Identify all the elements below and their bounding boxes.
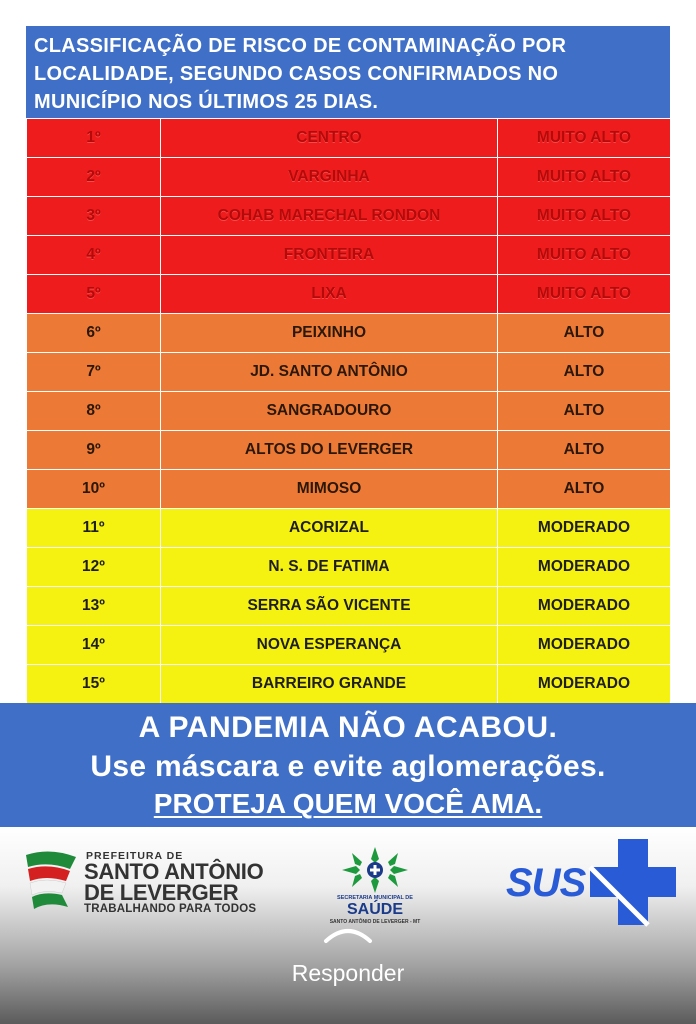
sus-logo-text: SUS [506,861,586,905]
place-cell: JD. SANTO ANTÔNIO [161,353,498,392]
rank-cell: 13º [27,587,161,626]
rank-cell: 12º [27,548,161,587]
table-row [27,314,671,353]
rank-cell: 8º [27,392,161,431]
rank-cell: 14º [27,626,161,665]
risk-level-cell: MODERADO [498,587,671,626]
prefeitura-slogan: TRABALHANDO PARA TODOS [84,903,257,915]
place-cell: N. S. DE FATIMA [161,548,498,587]
risk-level-cell: MODERADO [498,548,671,587]
rank-cell: 6º [27,314,161,353]
table-row [27,431,671,470]
table-row [27,548,671,587]
footer-logos [0,827,696,1024]
risk-level-cell: MUITO ALTO [498,119,671,158]
place-cell: PEIXINHO [161,314,498,353]
table-row [27,119,671,158]
place-cell: FRONTEIRA [161,236,498,275]
table-row [27,587,671,626]
risk-level-cell: MUITO ALTO [498,275,671,314]
risk-level-cell: MUITO ALTO [498,197,671,236]
place-cell: SERRA SÃO VICENTE [161,587,498,626]
place-cell: LIXA [161,275,498,314]
table-row [27,353,671,392]
poster-title: CLASSIFICAÇÃO DE RISCO DE CONTAMINAÇÃO POR LOCALIDADE, SEGUNDO CASOS CONFIRMADOS NO MUNICÍPIO NOS ÚLTIMOS 25 DIAS. [26,26,670,118]
table-row [27,236,671,275]
prefeitura-name-line-1: SANTO ANTÔNIO [84,859,264,884]
prefeitura-label: PREFEITURA DE [86,850,184,862]
table-row [27,392,671,431]
risk-level-cell: ALTO [498,470,671,509]
table-row [27,665,671,704]
place-cell: ALTOS DO LEVERGER [161,431,498,470]
rank-cell: 3º [27,197,161,236]
risk-level-cell: ALTO [498,431,671,470]
rank-cell: 2º [27,158,161,197]
rank-cell: 7º [27,353,161,392]
banner-line-1: A PANDEMIA NÃO ACABOU. [138,711,558,744]
rank-cell: 1º [27,119,161,158]
rank-cell: 4º [27,236,161,275]
risk-table [26,118,671,704]
rank-cell: 9º [27,431,161,470]
rank-cell: 11º [27,509,161,548]
place-cell: SANGRADOURO [161,392,498,431]
table-row [27,197,671,236]
banner-line-2: Use máscara e evite aglomerações. [90,750,606,783]
rank-cell: 5º [27,275,161,314]
pandemic-banner [0,703,696,827]
place-cell: BARREIRO GRANDE [161,665,498,704]
risk-level-cell: ALTO [498,392,671,431]
place-cell: VARGINHA [161,158,498,197]
saude-subtitle: SANTO ANTÔNIO DE LEVERGER - MT [329,919,421,925]
place-cell: CENTRO [161,119,498,158]
rank-cell: 10º [27,470,161,509]
risk-level-cell: MUITO ALTO [498,158,671,197]
place-cell: MIMOSO [161,470,498,509]
saude-label: SECRETARIA MUNICIPAL DE [337,895,413,901]
risk-level-cell: MODERADO [498,509,671,548]
table-row [27,158,671,197]
banner-line-3: PROTEJA QUEM VOCÊ AMA. [153,788,543,819]
table-row [27,275,671,314]
risk-level-cell: ALTO [498,353,671,392]
table-row [27,509,671,548]
saude-emblem-icon [338,845,412,895]
table-row [27,626,671,665]
reply-button[interactable]: Responder [291,960,405,986]
table-row [27,470,671,509]
chevron-up-icon[interactable] [322,923,374,945]
risk-level-cell: ALTO [498,314,671,353]
prefeitura-flag-logo-icon [22,847,82,911]
place-cell: ACORIZAL [161,509,498,548]
place-cell: NOVA ESPERANÇA [161,626,498,665]
rank-cell: 15º [27,665,161,704]
risk-level-cell: MODERADO [498,665,671,704]
risk-level-cell: MUITO ALTO [498,236,671,275]
saude-name: SAÚDE [346,901,403,918]
prefeitura-name-line-2: DE LEVERGER [84,880,239,905]
place-cell: COHAB MARECHAL RONDON [161,197,498,236]
risk-level-cell: MODERADO [498,626,671,665]
sus-cross-icon [588,837,678,927]
